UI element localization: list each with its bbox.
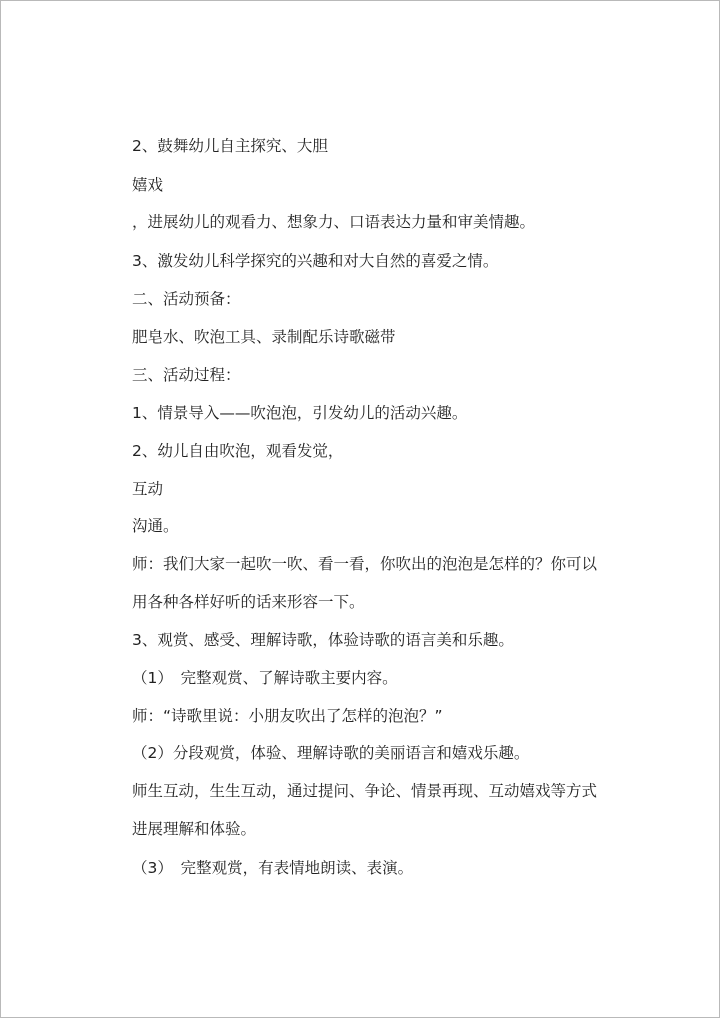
text-line: 肥皂水、吹泡工具、录制配乐诗歌磁带 — [132, 328, 396, 346]
text-line: 用各种各样好听的话来形容一下。 — [132, 593, 365, 611]
text-line: 师生互动，生生互动，通过提问、争论、情景再现、互动嬉戏等方式 — [132, 782, 598, 800]
text-line: 师：我们大家一起吹一吹、看一看，你吹出的泡泡是怎样的？你可以 — [132, 555, 598, 573]
text-line: 2、幼儿自由吹泡，观看发觉， — [132, 442, 344, 460]
text-line: 进展理解和体验。 — [132, 820, 257, 838]
text-line: 嬉戏 — [132, 176, 164, 194]
text-line: 3、激发幼儿科学探究的兴趣和对大自然的喜爱之情。 — [132, 252, 499, 270]
text-line: 3、观赏、感受、理解诗歌，体验诗歌的语言美和乐趣。 — [132, 631, 514, 649]
section-heading: 三、活动过程： — [132, 366, 241, 384]
text-line: 2、鼓舞幼儿自主探究、大胆 — [132, 137, 328, 155]
text-line: 师：“诗歌里说：小朋友吹出了怎样的泡泡？” — [132, 707, 443, 725]
text-line: （2）分段观赏，体验、理解诗歌的美丽语言和嬉戏乐趣。 — [132, 744, 530, 762]
text-line: 沟通。 — [132, 517, 179, 535]
text-line: （1） 完整观赏、了解诗歌主要内容。 — [132, 669, 398, 687]
text-line: （3） 完整观赏，有表情地朗读、表演。 — [132, 859, 414, 877]
section-heading: 二、活动预备： — [132, 290, 241, 308]
text-line: 1、情景导入——吹泡泡，引发幼儿的活动兴趣。 — [132, 404, 468, 422]
text-line: 互动 — [132, 480, 164, 498]
text-line: ，进展幼儿的观看力、想象力、口语表达力量和审美情趣。 — [132, 213, 536, 231]
